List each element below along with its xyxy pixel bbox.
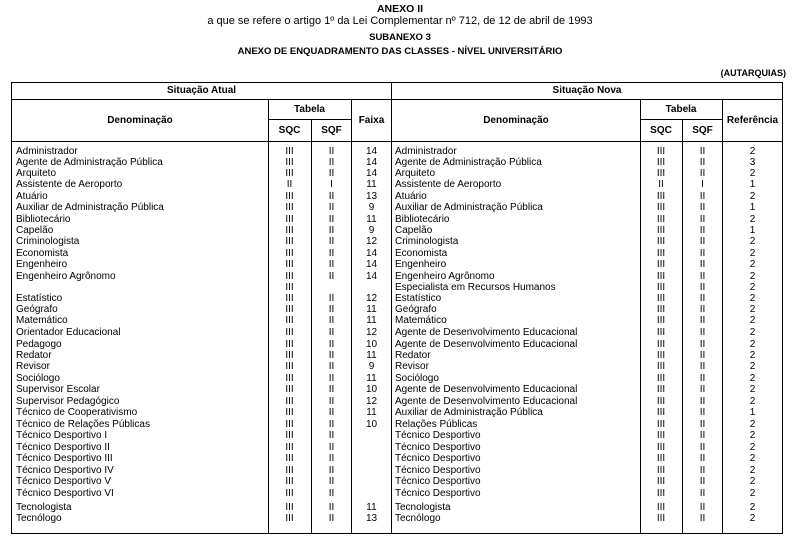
new-denomination: Tecnologista [395, 502, 451, 513]
new-denomination: Agente de Desenvolvimento Educacional [395, 339, 578, 350]
current-sqf: II [328, 502, 335, 513]
new-sqc: III [656, 146, 666, 157]
new-reference: 2 [749, 236, 756, 247]
new-denomination: Agente de Desenvolvimento Educacional [395, 384, 578, 395]
current-band: 12 [365, 293, 378, 304]
current-sqf: II [328, 202, 335, 213]
law-reference: a que se refere o artigo 1º da Lei Complementar nº 712, de 12 de abril de 1993 [207, 15, 593, 27]
new-denomination: Agente de Administração Pública [395, 157, 542, 168]
current-sqc: III [285, 168, 294, 179]
current-band: 11 [366, 350, 377, 361]
center-divider [391, 83, 392, 534]
current-band: 9 [368, 361, 375, 372]
current-band: 14 [365, 168, 378, 179]
current-band: 9 [368, 225, 375, 236]
new-reference: 2 [749, 271, 756, 282]
current-sqc: III [285, 293, 294, 304]
new-sqf: II [699, 453, 706, 464]
new-sqf: II [699, 350, 706, 361]
new-sqf: II [699, 146, 706, 157]
band-header: Faixa [358, 115, 385, 126]
current-denomination: Economista [16, 248, 69, 259]
new-sqf: II [699, 396, 706, 407]
current-denomination: Estatístico [16, 293, 63, 304]
current-sqc: III [285, 396, 294, 407]
new-sqc: III [656, 225, 666, 236]
current-sqc: III [285, 361, 294, 372]
current-sqf: I [330, 179, 333, 190]
current-sqc: III [285, 315, 294, 326]
current-denomination: Supervisor Escolar [16, 384, 100, 395]
current-sqc: III [285, 430, 294, 441]
current-sqf: II [328, 396, 335, 407]
new-sqf: II [699, 339, 706, 350]
current-band: 12 [365, 327, 378, 338]
current-denomination-header: Denominação [107, 115, 173, 126]
new-reference: 1 [749, 407, 756, 418]
current-sqc: III [285, 248, 294, 259]
new-reference: 2 [749, 146, 756, 157]
new-reference: 2 [749, 476, 756, 487]
new-denomination: Especialista em Recursos Humanos [395, 282, 556, 293]
new-sqf: II [699, 282, 706, 293]
new-sqc: III [656, 271, 666, 282]
new-sqc: III [656, 513, 666, 524]
new-sqc: II [658, 179, 664, 190]
new-reference: 2 [749, 373, 756, 384]
new-sqc: III [656, 502, 666, 513]
current-sqc: III [285, 476, 294, 487]
current-sqc: III [285, 157, 294, 168]
current-denomination: Geógrafo [16, 304, 58, 315]
current-denomination: Pedagogo [16, 339, 62, 350]
current-sqf: II [328, 361, 335, 372]
current-band: 10 [365, 384, 378, 395]
new-sqc: III [656, 488, 666, 499]
current-sqf-header: SQF [321, 125, 342, 136]
current-denomination: Auxiliar de Administração Pública [16, 202, 164, 213]
new-table-header: Tabela [665, 104, 697, 115]
new-sqf: II [699, 236, 706, 247]
scope-label: (AUTARQUIAS) [720, 68, 786, 78]
new-sqf: II [699, 430, 706, 441]
current-denomination: Técnico de Relações Públicas [16, 419, 150, 430]
new-sqc: III [656, 373, 666, 384]
new-denomination: Engenheiro Agrônomo [395, 271, 495, 282]
new-sqc: III [656, 476, 666, 487]
new-denomination: Assistente de Aeroporto [395, 179, 502, 190]
new-sqf: II [699, 293, 706, 304]
new-reference: 3 [749, 157, 756, 168]
current-sqf: II [328, 157, 335, 168]
current-sqc: III [285, 442, 294, 453]
new-reference: 2 [749, 293, 756, 304]
current-denomination: Engenheiro [16, 259, 68, 270]
new-sqc: III [656, 465, 666, 476]
current-sqf: II [328, 513, 335, 524]
current-denomination: Administrador [16, 146, 78, 157]
new-denomination: Técnico Desportivo [395, 465, 481, 476]
current-sqc: III [285, 236, 294, 247]
current-sqc: III [285, 407, 294, 418]
reference-header: Referência [726, 115, 779, 126]
new-sqc: III [656, 236, 666, 247]
new-denomination: Atuário [395, 191, 427, 202]
current-band: 11 [366, 315, 377, 326]
current-band: 14 [365, 271, 378, 282]
current-sqc: III [285, 339, 294, 350]
current-band: 12 [365, 396, 378, 407]
current-denomination: Matemático [16, 315, 68, 326]
current-denomination: Técnico Desportivo III [16, 453, 113, 464]
new-denomination: Agente de Desenvolvimento Educacional [395, 396, 578, 407]
new-reference: 2 [749, 442, 756, 453]
current-sqf: II [328, 339, 335, 350]
current-sqf: II [328, 419, 335, 430]
current-sqf: II [328, 214, 335, 225]
current-band: 14 [365, 248, 378, 259]
current-sqc: III [285, 453, 294, 464]
current-denomination: Atuário [16, 191, 48, 202]
document-subtitle: ANEXO DE ENQUADRAMENTO DAS CLASSES - NÍVEL UNIVERSITÁRIO [237, 46, 563, 57]
new-sqf: II [699, 476, 706, 487]
current-sqf: II [328, 304, 335, 315]
current-sqc: III [285, 327, 294, 338]
new-sqf: II [699, 168, 706, 179]
new-sqf: II [699, 315, 706, 326]
current-sqf: II [328, 476, 335, 487]
current-denomination: Agente de Administração Pública [16, 157, 163, 168]
current-band: 13 [365, 191, 378, 202]
new-reference: 2 [749, 315, 756, 326]
new-sqf: II [699, 419, 706, 430]
new-sqf: II [699, 513, 706, 524]
new-reference: 2 [749, 339, 756, 350]
current-sqc: III [285, 373, 294, 384]
new-reference: 2 [749, 488, 756, 499]
new-sqc: III [656, 430, 666, 441]
new-denomination: Estatístico [395, 293, 442, 304]
current-band: 14 [365, 157, 378, 168]
new-sqf: II [699, 304, 706, 315]
new-sqf: II [699, 214, 706, 225]
new-reference: 2 [749, 396, 756, 407]
new-sqf: II [699, 502, 706, 513]
header-line-1 [12, 99, 782, 100]
current-denomination: Técnico Desportivo I [16, 430, 108, 441]
current-band: 11 [366, 179, 377, 190]
new-reference: 2 [749, 361, 756, 372]
current-sqf: II [328, 168, 335, 179]
current-sqf: II [328, 373, 335, 384]
new-reference: 2 [749, 282, 756, 293]
new-denomination: Bibliotecário [395, 214, 450, 225]
current-sqf: II [328, 430, 335, 441]
new-sqc: III [656, 407, 666, 418]
current-denomination: Supervisor Pedagógico [16, 396, 120, 407]
new-sqc: III [656, 259, 666, 270]
new-reference: 1 [749, 202, 756, 213]
new-reference: 2 [749, 430, 756, 441]
new-sqc: III [656, 350, 666, 361]
new-sqc: III [656, 396, 666, 407]
new-reference: 2 [749, 419, 756, 430]
new-sqf: II [699, 465, 706, 476]
current-sqc: III [285, 282, 294, 293]
new-denomination: Geógrafo [395, 304, 437, 315]
current-denomination: Assistente de Aeroporto [16, 179, 123, 190]
new-sqc: III [656, 304, 666, 315]
new-reference: 2 [749, 384, 756, 395]
current-sqc: III [285, 384, 294, 395]
new-reference: 2 [749, 502, 756, 513]
new-sqf: II [699, 488, 706, 499]
new-sqc: III [656, 419, 666, 430]
current-denomination: Técnico Desportivo V [16, 476, 112, 487]
new-sqc: III [656, 384, 666, 395]
new-sqc: III [656, 202, 666, 213]
new-denomination: Técnico Desportivo [395, 453, 481, 464]
new-denomination: Administrador [395, 146, 457, 157]
current-sqf: II [328, 407, 335, 418]
current-table-header: Tabela [294, 104, 325, 115]
new-sqc: III [656, 157, 666, 168]
current-sqf: II [328, 259, 335, 270]
annex-title: ANEXO II [376, 3, 424, 15]
current-band: 14 [365, 259, 378, 270]
new-denomination: Matemático [395, 315, 447, 326]
new-reference: 2 [749, 248, 756, 259]
new-reference: 2 [749, 214, 756, 225]
new-denomination: Técnico Desportivo [395, 442, 481, 453]
new-sqc: III [656, 293, 666, 304]
current-denomination: Orientador Educacional [16, 327, 121, 338]
new-sqc: III [656, 361, 666, 372]
new-sqc: III [656, 282, 666, 293]
current-denomination: Tecnólogo [16, 513, 62, 524]
right-tabela-sub-line [640, 119, 722, 120]
current-sqc: III [285, 465, 294, 476]
new-reference: 2 [749, 350, 756, 361]
new-sqf: II [699, 157, 706, 168]
new-reference: 2 [749, 304, 756, 315]
current-sqf: II [328, 327, 335, 338]
current-sqf: II [328, 146, 335, 157]
current-sqf: II [328, 271, 335, 282]
new-denomination: Técnico Desportivo [395, 488, 481, 499]
new-denomination: Relações Públicas [395, 419, 478, 430]
new-sqf: II [699, 248, 706, 259]
new-reference: 2 [749, 259, 756, 270]
new-sqc: III [656, 168, 666, 179]
new-denomination: Auxiliar de Administração Pública [395, 407, 543, 418]
new-reference: 2 [749, 513, 756, 524]
left-tabela-sub-line [268, 119, 351, 120]
new-sqf: II [699, 407, 706, 418]
new-reference: 2 [749, 465, 756, 476]
new-sqc-header: SQC [650, 125, 672, 136]
new-denomination: Revisor [395, 361, 429, 372]
current-sqf: II [328, 465, 335, 476]
new-sqf: II [699, 327, 706, 338]
new-denomination: Auxiliar de Administração Pública [395, 202, 543, 213]
current-band: 9 [368, 202, 375, 213]
current-sqf: II [328, 315, 335, 326]
current-band: 11 [366, 373, 377, 384]
current-sqc: III [285, 202, 294, 213]
new-sqc: III [656, 339, 666, 350]
new-denomination: Tecnólogo [395, 513, 441, 524]
new-sqf: II [699, 225, 706, 236]
new-sqc: III [656, 248, 666, 259]
new-sqf-header: SQF [692, 125, 713, 136]
current-sqf: II [328, 350, 335, 361]
current-sqc: III [285, 502, 294, 513]
new-reference: 2 [749, 453, 756, 464]
new-denomination: Engenheiro [395, 259, 447, 270]
new-denomination: Técnico Desportivo [395, 476, 481, 487]
new-reference: 2 [749, 191, 756, 202]
new-situation-header: Situação Nova [552, 85, 622, 96]
classification-table [11, 82, 783, 534]
new-sqc: III [656, 315, 666, 326]
new-sqf: II [699, 191, 706, 202]
current-sqc: III [285, 146, 294, 157]
current-denomination: Engenheiro Agrônomo [16, 271, 116, 282]
new-sqc: III [656, 442, 666, 453]
current-denomination: Redator [16, 350, 52, 361]
new-denomination: Arquiteto [395, 168, 436, 179]
current-band: 10 [365, 419, 378, 430]
current-band: 11 [366, 407, 377, 418]
header-line-2 [12, 141, 782, 142]
new-sqf: II [699, 202, 706, 213]
new-denomination: Técnico Desportivo [395, 430, 481, 441]
new-denomination: Criminologista [395, 236, 459, 247]
new-reference: 1 [749, 179, 756, 190]
current-denomination: Sociólogo [16, 373, 60, 384]
current-sqf: II [328, 384, 335, 395]
current-sqc: III [285, 488, 294, 499]
new-sqf: II [699, 361, 706, 372]
current-sqc: III [285, 271, 294, 282]
new-denomination-header: Denominação [483, 115, 549, 126]
current-denomination: Técnico de Cooperativismo [16, 407, 138, 418]
current-band: 12 [365, 236, 378, 247]
current-sqf: II [328, 453, 335, 464]
subannex-title: SUBANEXO 3 [369, 32, 431, 43]
current-sqc: III [285, 214, 294, 225]
current-sqc: III [285, 304, 294, 315]
current-sqc-header: SQC [278, 125, 301, 136]
new-sqf: II [699, 373, 706, 384]
current-denomination: Técnico Desportivo IV [16, 465, 114, 476]
current-denomination: Bibliotecário [16, 214, 71, 225]
current-band: 14 [365, 146, 378, 157]
current-denomination: Arquiteto [16, 168, 57, 179]
current-band: 10 [365, 339, 378, 350]
current-band: 11 [366, 502, 377, 513]
new-sqc: III [656, 214, 666, 225]
new-sqf: II [699, 384, 706, 395]
new-sqc: III [656, 191, 666, 202]
current-band: 13 [365, 513, 378, 524]
current-denomination: Tecnologista [16, 502, 72, 513]
current-sqc: III [285, 191, 294, 202]
current-denomination: Criminologista [16, 236, 80, 247]
new-reference: 2 [749, 168, 756, 179]
new-denomination: Redator [395, 350, 431, 361]
current-sqc: III [285, 513, 294, 524]
new-sqf: II [699, 442, 706, 453]
current-band: 11 [366, 304, 377, 315]
new-denomination: Sociólogo [395, 373, 439, 384]
current-sqf: II [328, 236, 335, 247]
new-denomination: Capelão [395, 225, 433, 236]
current-denomination: Técnico Desportivo VI [16, 488, 114, 499]
current-sqc: III [285, 259, 294, 270]
current-denomination: Técnico Desportivo II [16, 442, 110, 453]
new-sqf: II [699, 271, 706, 282]
new-sqf: I [701, 179, 704, 190]
new-sqc: III [656, 453, 666, 464]
current-denomination: Revisor [16, 361, 50, 372]
current-sqf: II [328, 293, 335, 304]
current-sqf: II [328, 442, 335, 453]
current-sqc: III [285, 350, 294, 361]
current-sqc: III [285, 419, 294, 430]
current-sqc: II [286, 179, 293, 190]
current-sqc: III [285, 225, 294, 236]
new-denomination: Agente de Desenvolvimento Educacional [395, 327, 578, 338]
current-sqf: II [328, 225, 335, 236]
current-denomination: Capelão [16, 225, 54, 236]
current-band: 11 [366, 214, 377, 225]
new-sqc: III [656, 327, 666, 338]
current-situation-header: Situação Atual [166, 85, 237, 96]
new-reference: 2 [749, 327, 756, 338]
new-sqf: II [699, 259, 706, 270]
new-reference: 1 [749, 225, 756, 236]
current-sqf: II [328, 488, 335, 499]
current-sqf: II [328, 248, 335, 259]
current-sqf: II [328, 191, 335, 202]
new-denomination: Economista [395, 248, 448, 259]
